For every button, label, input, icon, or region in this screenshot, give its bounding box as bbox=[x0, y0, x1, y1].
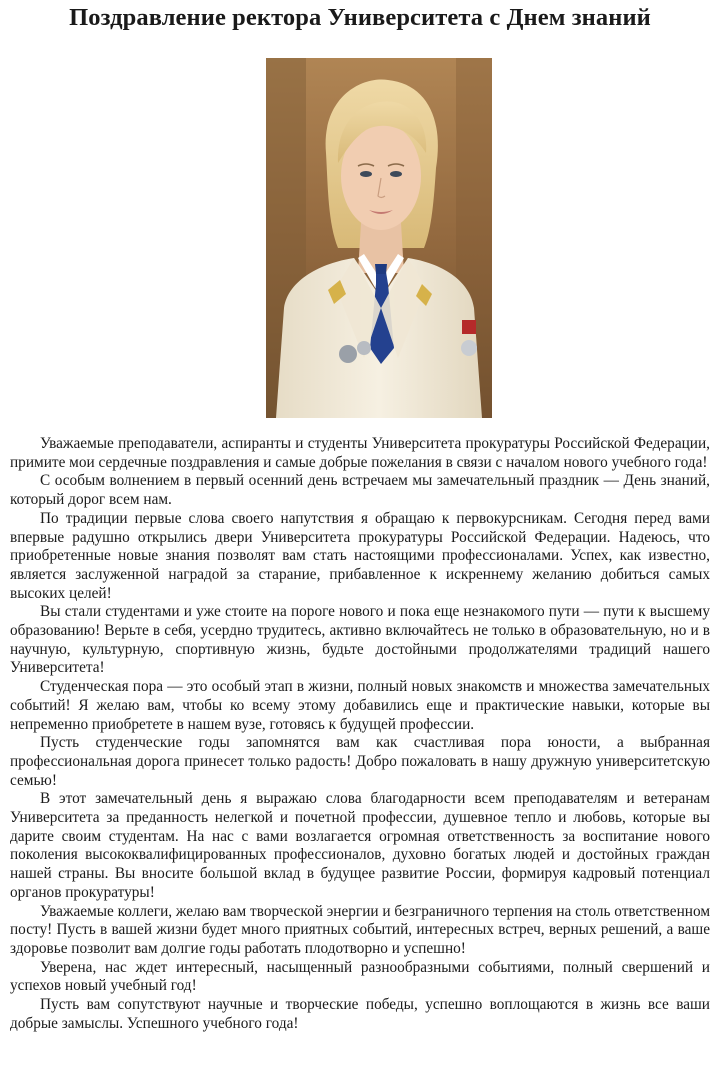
paragraph: Студенческая пора — это особый этап в жизни, полный новых знакомств и множества замечательных событий! Я желаю вам, чтобы ко всему этому добавились еще и практические навыки, которые вы непременно приобретете в нашем вузе, готовясь к будущей профессии. bbox=[10, 678, 710, 733]
paragraph: Пусть вам сопутствуют научные и творческие победы, успешно воплощаются в жизнь все ваши добрые замыслы. Успешного учебного года! bbox=[10, 996, 710, 1032]
rector-portrait bbox=[266, 58, 492, 418]
page-title: Поздравление ректора Университета с Днем знаний bbox=[69, 4, 651, 31]
congratulation-text bbox=[10, 435, 710, 1034]
paragraph: В этот замечательный день я выражаю слова благодарности всем преподавателям и ветеранам Университета за преданность нелегкой и почетной профессии, душевное тепло и любовь, которые вы дарите своим студентам. На нас с вами возлагается огромная ответственность за воспитание нового поколения высококвалифицированных профессионалов, духовно богатых людей и достойных граждан нашей страны. Вы вносите большой вклад в будущее развитие России, формируя кадровый потенциал органов прокуратуры! bbox=[10, 790, 710, 901]
paragraph: Вы стали студентами и уже стоите на пороге нового и пока еще незнакомого пути — пути к высшему образованию! Верьте в себя, усердно трудитесь, активно включайтесь не только в образовательную, но и в научную, культурную, спортивную жизнь, будьте достойными продолжателями традиций нашего Университета! bbox=[10, 603, 710, 677]
paragraph: Уважаемые коллеги, желаю вам творческой энергии и безграничного терпения на столь ответственном посту! Пусть в вашей жизни будет много приятных событий, интересных встреч, верных решений, а ваше здоровье позволит вам долгие годы работать плодотворно и успешно! bbox=[10, 902, 710, 957]
portrait-photo-icon bbox=[266, 58, 492, 418]
paragraph: Уважаемые преподаватели, аспиранты и студенты Университета прокуратуры Российской Федерации, примите мои сердечные поздравления и самые добрые пожелания в связи с началом нового учебного года! bbox=[10, 435, 710, 471]
paragraph: С особым волнением в первый осенний день встречаем мы замечательный праздник — День знаний, который дорог всем нам. bbox=[10, 472, 710, 509]
paragraph: Уверена, нас ждет интересный, насыщенный разнообразными событиями, полный свершений и успехов новый учебный год! bbox=[10, 958, 710, 995]
paragraph: По традиции первые слова своего напутствия я обращаю к первокурсникам. Сегодня перед вами впервые радушно открылись двери Университета прокуратуры Российской Федерации. Надеюсь, что приобретенные новые знания позволят вам стать настоящими профессионалами. Успех, как известно, является заслуженной наградой за старание, прибавленное к искреннему желанию добиться самых высоких целей! bbox=[10, 509, 710, 602]
paragraph: Пусть студенческие годы запомнятся вам как счастливая пора юности, а выбранная профессиональная дорога принесет только радость! Добро пожаловать в нашу дружную университетскую семью! bbox=[10, 734, 710, 789]
